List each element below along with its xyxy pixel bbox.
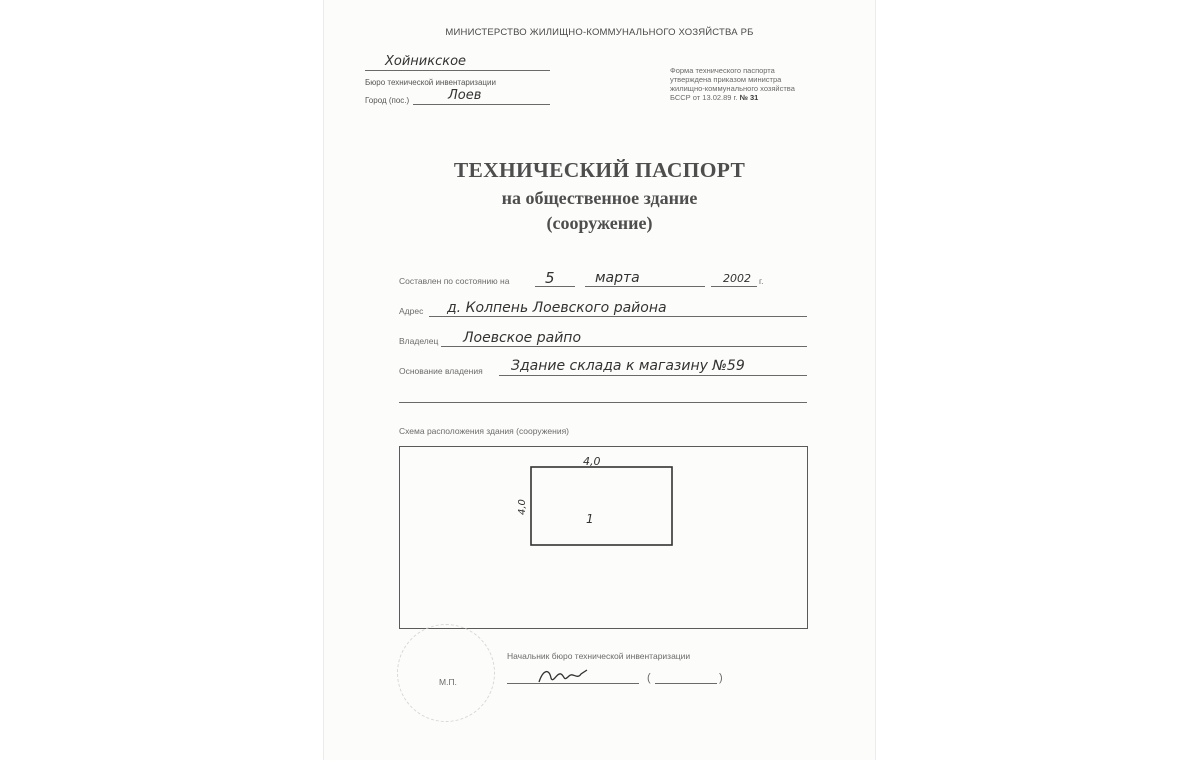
building-number: 1 <box>586 512 594 526</box>
city-underline <box>413 104 550 105</box>
head-label: Начальник бюро технической инвентаризации <box>507 651 691 661</box>
city-value: Лоев <box>448 88 482 103</box>
address-label: Адрес <box>399 306 424 316</box>
top-dimension: 4,0 <box>583 455 601 468</box>
owner-underline <box>441 346 807 347</box>
document-title: ТЕХНИЧЕСКИЙ ПАСПОРТ <box>453 158 746 182</box>
side-dimension: 4,0 <box>517 499 528 515</box>
signature-mark <box>535 664 595 688</box>
basis-label: Основание владения <box>399 366 483 376</box>
month-value: марта <box>595 270 640 286</box>
owner-label: Владелец <box>399 336 439 346</box>
city-label: Город (пос.) <box>365 96 410 105</box>
ministry-heading: МИНИСТЕРСТВО ЖИЛИЩНО-КОММУНАЛЬНОГО ХОЗЯЙСТВА РБ <box>445 27 754 38</box>
seal-label: М.П. <box>439 677 457 687</box>
owner-value: Лоевское райпо <box>463 330 582 346</box>
form-number: № 31 <box>739 93 759 102</box>
basis-value: Здание склада к магазину №59 <box>511 358 745 374</box>
name-underline <box>655 683 717 684</box>
address-value: д. Колпень Лоевского района <box>447 300 667 316</box>
day-underline <box>535 286 575 287</box>
year-suffix: г. <box>759 276 764 286</box>
scheme-label: Схема расположения здания (сооружения) <box>399 426 570 436</box>
bracket-open: ( <box>647 672 651 684</box>
bureau-label: Бюро технической инвентаризации <box>365 78 496 87</box>
form-note-line1: Форма технического паспорта <box>670 66 775 75</box>
composed-label: Составлен по состоянию на <box>399 276 510 286</box>
bracket-close: ) <box>719 672 723 684</box>
bureau-underline <box>365 70 550 71</box>
blank-underline <box>399 402 807 403</box>
form-note-line4: БССР от 13.02.89 г. <box>670 93 738 102</box>
basis-underline <box>499 375 807 376</box>
seal-stamp <box>397 624 495 722</box>
building-outline <box>531 467 672 545</box>
form-note <box>670 66 830 102</box>
day-value: 5 <box>545 269 555 287</box>
address-underline <box>429 316 807 317</box>
document-subtitle: на общественное здание <box>501 188 698 208</box>
bureau-handwritten: Хойникское <box>385 54 467 69</box>
document-subtitle-2: (сооружение) <box>546 213 653 233</box>
passport-page <box>323 0 876 760</box>
form-note-line2: утверждена приказом министра <box>670 75 782 84</box>
building-plan <box>400 447 807 628</box>
form-note-line3: жилищно-коммунального хозяйства <box>670 84 795 93</box>
year-underline <box>711 286 757 287</box>
year-value: 2002 <box>723 272 751 285</box>
scheme-frame <box>399 446 808 629</box>
month-underline <box>585 286 705 287</box>
